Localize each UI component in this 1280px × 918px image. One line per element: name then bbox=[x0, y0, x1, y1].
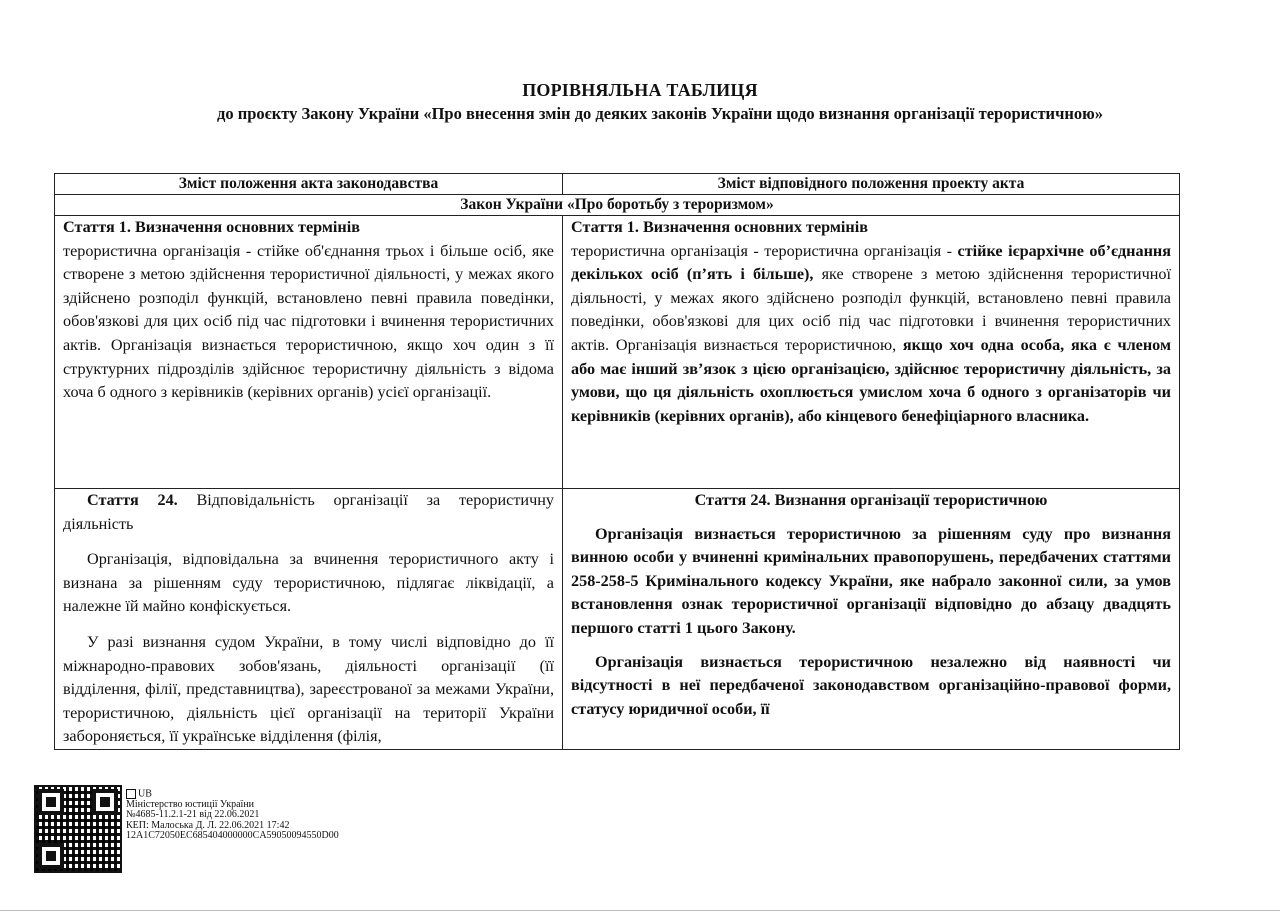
draft-article-1-text-part1: терористична організація - терористична організація - bbox=[571, 241, 958, 260]
law-name-row bbox=[55, 195, 1180, 216]
current-article-24-heading-rest: Відповідальність організації за терористичну діяльність bbox=[63, 491, 554, 533]
current-article-24-paragraph-1: Організація, відповідальна за вчинення терористичного акту і визнана за рішенням суду терористичною, підлягає ліквідації, а належне їй майно конфіскується. bbox=[63, 550, 554, 616]
current-article-24-heading bbox=[63, 489, 554, 536]
current-article-1-heading: Стаття 1. Визначення основних термінів bbox=[63, 218, 360, 236]
table-row bbox=[55, 216, 1180, 489]
current-article-1-text: терористична організація - стійке об'єднання трьох і більше осіб, яке створене з метою здійснення терористичної діяльності, у межах якого здійснено розподіл функцій, встановлено певні правила поведінки, обов'язкові для цих осіб під час підготовки і вчинення терористичних актів. Організація визнається терористичною, якщо хоч один з її структурних підрозділів здійснює терористичну діяльність з відома хоча б одного з керівників (керівних органів) усієї організації. bbox=[63, 241, 554, 402]
electronic-signature-stamp bbox=[34, 785, 534, 875]
law-name: Закон України «Про боротьбу з тероризмом» bbox=[55, 195, 1180, 216]
draft-article-1-cell bbox=[563, 216, 1180, 489]
stamp-registration-number: №4685-11.2.1-21 від 22.06.2021 bbox=[126, 809, 260, 821]
qr-code-icon bbox=[34, 785, 122, 873]
column-header-current-law: Зміст положення акта законодавства bbox=[55, 174, 563, 195]
draft-article-24-heading: Стаття 24. Визнання організації терористичною bbox=[694, 491, 1048, 509]
draft-article-1-bold-part1: стійке ієрархічне об’єднання декількох осіб (п’ять і більше), bbox=[571, 241, 1171, 284]
document-subtitle: до проєкту Закону України «Про внесення змін до деяких законів України щодо визнання організації терористичною» bbox=[217, 104, 1103, 123]
document-title: ПОРІВНЯЛЬНА ТАБЛИЦЯ bbox=[522, 80, 758, 100]
table-header-row bbox=[55, 174, 1180, 195]
stamp-ub: UB bbox=[138, 788, 152, 800]
current-article-24-heading-bold: Стаття 24. bbox=[87, 491, 178, 509]
draft-article-24-paragraph-2: Організація визнається терористичною незалежно від наявності чи відсутності в неї передбаченої законодавством організаційно-правової форми, статусу юридичної особи, її bbox=[571, 652, 1171, 718]
draft-article-1-text-part2: яке створене з метою здійснення терористичної діяльності, у межах якого здійснено розподіл функцій, встановлено певні правила поведінки, обов'язкові для цих осіб під час підготовки і вчинення терористичних актів. Організація визнається терористичною, bbox=[571, 265, 1171, 354]
current-article-24-paragraph-2: У разі визнання судом України, в тому числі відповідно до її міжнародно-правових зобов'язань, діяльності організації (її відділення, філії, представництва), зареєстрованої за межами України, терористичною, діяльність цієї організації на території України забороняється, її українське відділення (філія, bbox=[63, 632, 554, 746]
stamp-text bbox=[126, 789, 339, 842]
stamp-signature: КЕП: Малоська Д. Л. 22.06.2021 17:42 bbox=[126, 819, 290, 831]
draft-article-1-heading: Стаття 1. Визначення основних термінів bbox=[571, 218, 868, 236]
draft-article-1-bold-part2: якщо хоч одна особа, яка є членом або має інший зв’язок з цією організацією, здійснює терористичну діяльність, за умови, що ця діяльність охоплюється умислом хоча б одного з організаторів чи керівників (керівних органів), або кінцевого бенефіціарного власника. bbox=[571, 335, 1171, 425]
current-article-24-cell bbox=[55, 489, 563, 750]
draft-article-1-text bbox=[571, 240, 1171, 429]
ub-logo-icon bbox=[126, 789, 136, 799]
page-bottom-divider bbox=[0, 910, 1280, 911]
comparison-table bbox=[54, 173, 1180, 750]
column-header-draft-act: Зміст відповідного положення проекту акта bbox=[563, 174, 1180, 195]
stamp-hash: 12A1C72050EC685404000000CA59050094550D00 bbox=[126, 830, 339, 842]
current-article-1-cell bbox=[55, 216, 563, 489]
draft-article-24-paragraph-1: Організація визнається терористичною за рішенням суду про визнання винною особи у вчиненні кримінальних правопорушень, передбачених статтями 258-258-5 Кримінального кодексу України, яке набрало законної сили, за умов встановлення ознак терористичної організації відповідно до абзацу двадцять першого статті 1 цього Закону. bbox=[571, 524, 1171, 637]
draft-article-24-cell bbox=[563, 489, 1180, 750]
stamp-ministry: Міністерство юстиції України bbox=[126, 798, 255, 810]
table-row bbox=[55, 489, 1180, 750]
